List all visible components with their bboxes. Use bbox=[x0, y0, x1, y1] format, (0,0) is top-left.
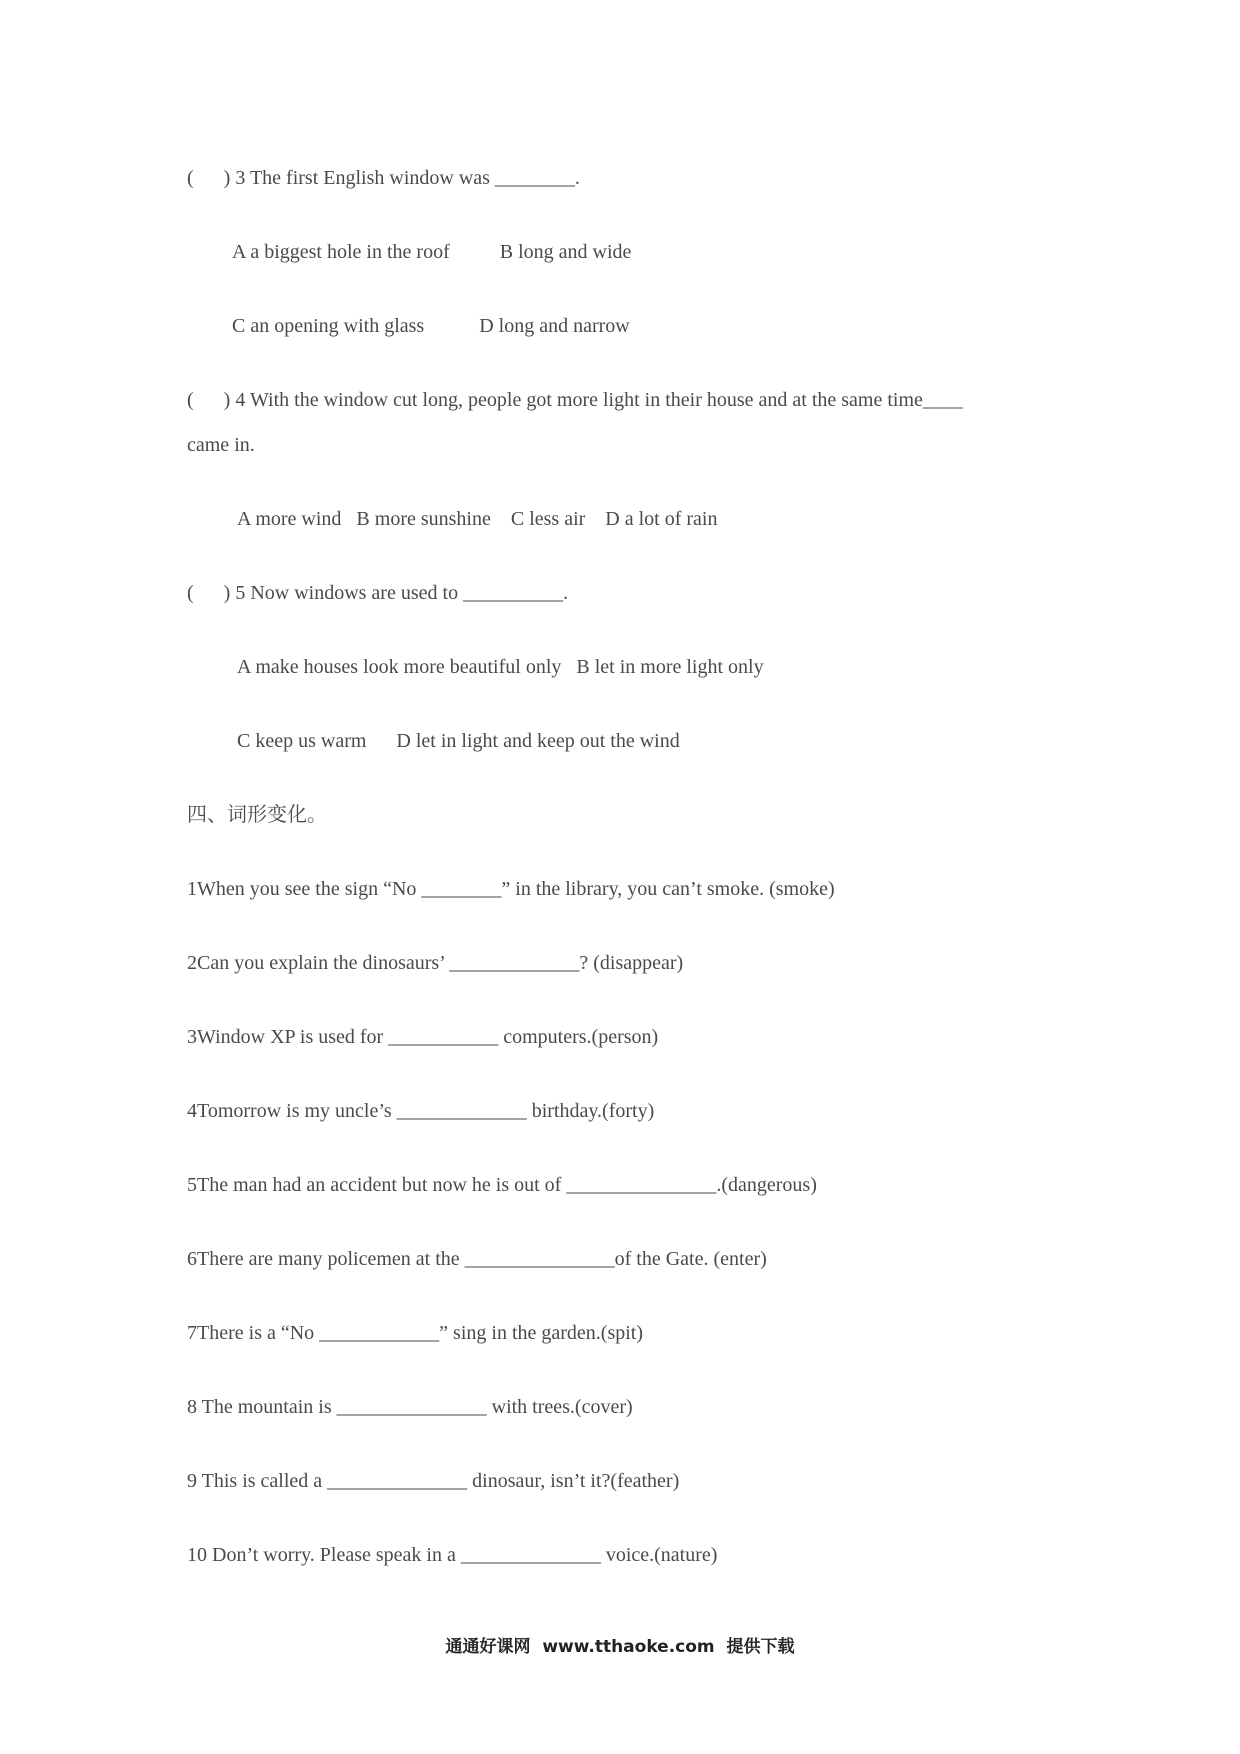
q3-stem: ( ) 3 The first English window was ________. bbox=[187, 167, 580, 189]
q4-options-line1: A more wind B more sunshine C less air D a lot of rain bbox=[237, 508, 718, 530]
q4-stem-line2: came in. bbox=[187, 434, 255, 456]
word-form-item-8: 8 The mountain is _______________ with trees.(cover) bbox=[187, 1396, 633, 1418]
section4-heading: 四、词形变化。 bbox=[187, 804, 327, 826]
word-form-item-6: 6There are many policemen at the _______________of the Gate. (enter) bbox=[187, 1248, 767, 1270]
q5-options-line2: C keep us warm D let in light and keep out the wind bbox=[237, 730, 680, 752]
word-form-item-10: 10 Don’t worry. Please speak in a ______________ voice.(nature) bbox=[187, 1544, 718, 1566]
word-form-item-3: 3Window XP is used for ___________ computers.(person) bbox=[187, 1026, 659, 1048]
q3-options-line1: A a biggest hole in the roof B long and wide bbox=[232, 241, 632, 263]
word-form-item-7: 7There is a “No ____________” sing in the garden.(spit) bbox=[187, 1322, 644, 1344]
q4-stem-line1: ( ) 4 With the window cut long, people got more light in their house and at the same time____ bbox=[187, 389, 963, 411]
word-form-item-9: 9 This is called a ______________ dinosaur, isn’t it?(feather) bbox=[187, 1470, 680, 1492]
q5-options-line1: A make houses look more beautiful only B let in more light only bbox=[237, 656, 764, 678]
word-form-item-1: 1When you see the sign “No ________” in the library, you can’t smoke. (smoke) bbox=[187, 878, 835, 900]
q3-options-line2: C an opening with glass D long and narrow bbox=[232, 315, 630, 337]
word-form-item-4: 4Tomorrow is my uncle’s _____________ birthday.(forty) bbox=[187, 1100, 655, 1122]
q5-stem: ( ) 5 Now windows are used to __________. bbox=[187, 582, 569, 604]
word-form-item-5: 5The man had an accident but now he is out of _______________.(dangerous) bbox=[187, 1174, 817, 1196]
footer-download-note: 通通好课网 www.tthaoke.com 提供下载 bbox=[445, 1637, 795, 1657]
word-form-item-2: 2Can you explain the dinosaurs’ _____________? (disappear) bbox=[187, 952, 684, 974]
